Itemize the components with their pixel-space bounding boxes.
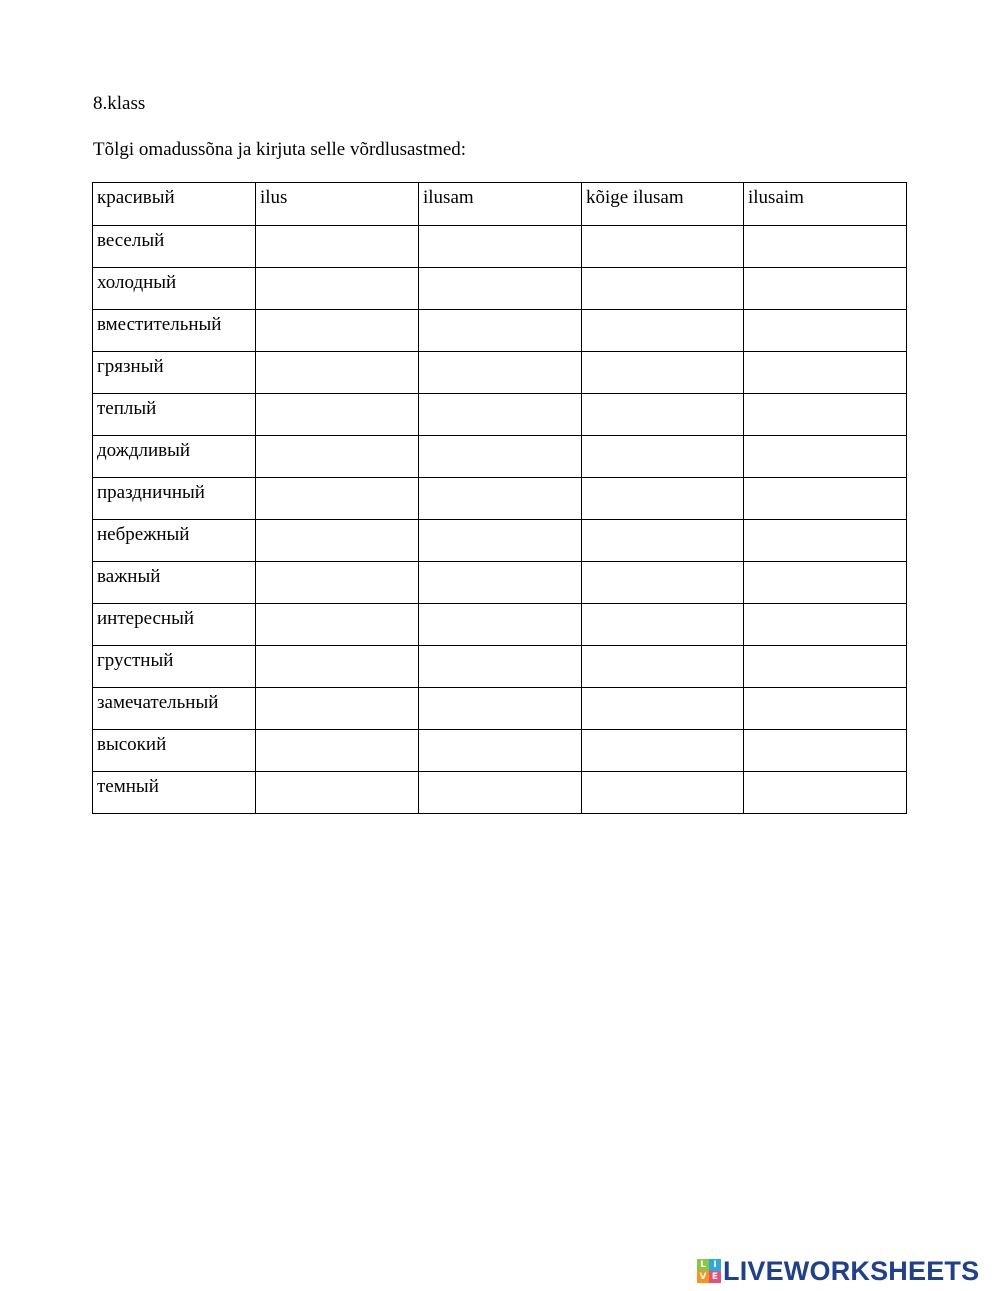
answer-cell[interactable] — [744, 688, 907, 730]
table-row — [93, 772, 907, 814]
table-row — [93, 352, 907, 394]
answer-cell[interactable] — [744, 352, 907, 394]
answer-cell[interactable] — [744, 520, 907, 562]
answer-cell[interactable] — [419, 226, 582, 268]
adjective-cell: дождливый — [93, 436, 256, 478]
answer-cell[interactable] — [419, 478, 582, 520]
answer-cell[interactable] — [582, 604, 744, 646]
answer-cell[interactable] — [419, 772, 582, 814]
answer-cell[interactable] — [256, 772, 419, 814]
adjective-cell: красивый — [93, 183, 256, 226]
adjective-table — [92, 182, 907, 814]
answer-cell[interactable] — [744, 772, 907, 814]
adjective-cell: небрежный — [93, 520, 256, 562]
table-row — [93, 478, 907, 520]
adjective-cell: интересный — [93, 604, 256, 646]
answer-cell[interactable] — [419, 310, 582, 352]
answer-cell[interactable] — [419, 268, 582, 310]
adjective-cell: высокий — [93, 730, 256, 772]
answer-cell[interactable] — [582, 352, 744, 394]
answer-cell[interactable] — [419, 688, 582, 730]
logo-letter: L — [697, 1259, 709, 1271]
table-row — [93, 730, 907, 772]
answer-cell[interactable] — [419, 562, 582, 604]
logo-letter: E — [709, 1271, 721, 1283]
adjective-cell: замечательный — [93, 688, 256, 730]
logo-letter: I — [709, 1259, 721, 1271]
answer-cell[interactable] — [582, 646, 744, 688]
answer-cell[interactable] — [419, 436, 582, 478]
adjective-cell: праздничный — [93, 478, 256, 520]
liveworksheets-logo — [697, 1257, 979, 1285]
table-row — [93, 226, 907, 268]
example-answer-cell: ilusaim — [744, 183, 907, 226]
answer-cell[interactable] — [419, 646, 582, 688]
table-row — [93, 436, 907, 478]
answer-cell[interactable] — [419, 520, 582, 562]
answer-cell[interactable] — [744, 562, 907, 604]
table-row — [93, 562, 907, 604]
answer-cell[interactable] — [256, 688, 419, 730]
adjective-cell: веселый — [93, 226, 256, 268]
answer-cell[interactable] — [744, 436, 907, 478]
answer-cell[interactable] — [582, 730, 744, 772]
answer-cell[interactable] — [744, 646, 907, 688]
logo-letter: V — [697, 1271, 709, 1283]
answer-cell[interactable] — [582, 226, 744, 268]
table-row — [93, 394, 907, 436]
adjective-cell: грустный — [93, 646, 256, 688]
example-answer-cell: ilusam — [419, 183, 582, 226]
table-row — [93, 310, 907, 352]
table-row — [93, 604, 907, 646]
answer-cell[interactable] — [256, 436, 419, 478]
answer-cell[interactable] — [419, 730, 582, 772]
answer-cell[interactable] — [419, 394, 582, 436]
answer-cell[interactable] — [744, 268, 907, 310]
table-row — [93, 688, 907, 730]
class-label: 8.klass — [93, 93, 146, 114]
answer-cell[interactable] — [419, 352, 582, 394]
answer-cell[interactable] — [582, 268, 744, 310]
answer-cell[interactable] — [256, 478, 419, 520]
answer-cell[interactable] — [256, 730, 419, 772]
table-row — [93, 646, 907, 688]
answer-cell[interactable] — [256, 268, 419, 310]
answer-cell[interactable] — [744, 394, 907, 436]
answer-cell[interactable] — [419, 604, 582, 646]
adjective-cell: холодный — [93, 268, 256, 310]
answer-cell[interactable] — [582, 478, 744, 520]
answer-cell[interactable] — [256, 604, 419, 646]
answer-cell[interactable] — [582, 562, 744, 604]
answer-cell[interactable] — [744, 730, 907, 772]
example-answer-cell: ilus — [256, 183, 419, 226]
logo-text: LIVEWORKSHEETS — [723, 1256, 980, 1286]
answer-cell[interactable] — [744, 604, 907, 646]
instruction-text: Tõlgi omadussõna ja kirjuta selle võrdlusastmed: — [93, 139, 467, 160]
answer-cell[interactable] — [256, 310, 419, 352]
answer-cell[interactable] — [582, 520, 744, 562]
adjective-cell: важный — [93, 562, 256, 604]
answer-cell[interactable] — [582, 436, 744, 478]
example-answer-cell: kõige ilusam — [582, 183, 744, 226]
answer-cell[interactable] — [256, 646, 419, 688]
answer-cell[interactable] — [256, 562, 419, 604]
answer-cell[interactable] — [582, 394, 744, 436]
answer-cell[interactable] — [256, 394, 419, 436]
answer-cell[interactable] — [744, 226, 907, 268]
answer-cell[interactable] — [744, 478, 907, 520]
answer-cell[interactable] — [744, 310, 907, 352]
adjective-cell: теплый — [93, 394, 256, 436]
adjective-cell: грязный — [93, 352, 256, 394]
answer-cell[interactable] — [256, 226, 419, 268]
adjective-cell: темный — [93, 772, 256, 814]
adjective-cell: вместительный — [93, 310, 256, 352]
table-row — [93, 520, 907, 562]
answer-cell[interactable] — [256, 520, 419, 562]
logo-icon — [697, 1259, 721, 1283]
table-row — [93, 268, 907, 310]
answer-cell[interactable] — [256, 352, 419, 394]
answer-cell[interactable] — [582, 688, 744, 730]
answer-cell[interactable] — [582, 310, 744, 352]
table-row — [93, 183, 907, 226]
answer-cell[interactable] — [582, 772, 744, 814]
